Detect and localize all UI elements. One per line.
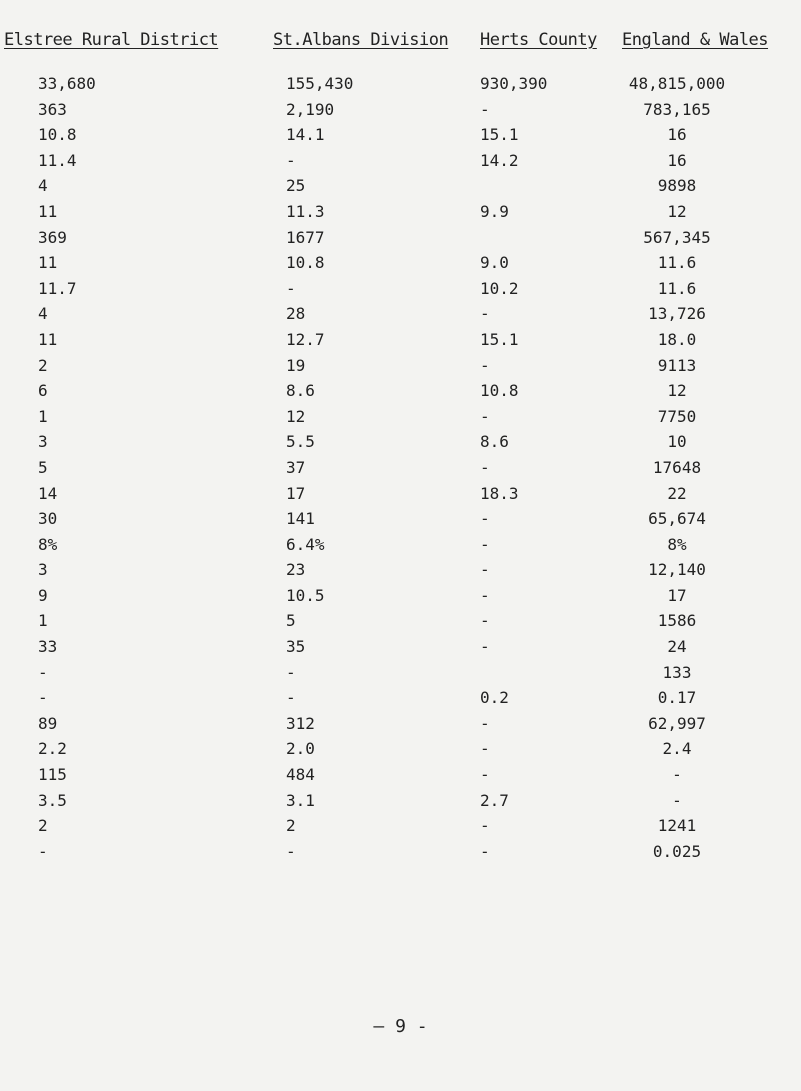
table-cell: 930,390 — [480, 74, 548, 93]
table-cell: - — [672, 765, 682, 785]
table-cell: 1 — [38, 611, 48, 631]
header-elstree-rural-district: Elstree Rural District — [4, 30, 219, 50]
table-cell: 28 — [286, 304, 306, 324]
page-number: — 9 - — [373, 1016, 428, 1037]
table-cell: 8% — [38, 534, 58, 554]
table-cell: 17 — [667, 585, 687, 605]
table-cell: 15.1 — [480, 125, 519, 145]
table-cell: 6 — [38, 381, 48, 401]
table-cell: 18.3 — [480, 483, 519, 503]
table-cell: 1677 — [286, 227, 325, 247]
table-row — [0, 354, 801, 380]
table-row — [0, 430, 801, 456]
table-cell: 10.8 — [286, 253, 325, 273]
table-row — [0, 123, 801, 149]
table-cell: 0.025 — [652, 841, 702, 861]
table-cell: 5 — [286, 611, 296, 631]
table-cell: 9898 — [657, 176, 697, 196]
table-cell: 7750 — [657, 406, 697, 426]
table-row — [0, 712, 801, 738]
table-cell: 3 — [38, 432, 48, 452]
table-row — [0, 277, 801, 303]
table-row — [0, 507, 801, 533]
table-cell: 18.0 — [657, 329, 697, 349]
table-cell: 16 — [667, 125, 687, 145]
table-cell: - — [480, 406, 490, 426]
table-cell: 3.5 — [38, 790, 67, 810]
table-cell: - — [480, 560, 490, 580]
table-row — [0, 661, 801, 687]
table-cell: 9.9 — [480, 201, 509, 221]
table-cell: 4 — [38, 176, 48, 196]
table-row — [0, 379, 801, 405]
table-cell: 1 — [38, 406, 48, 426]
table-cell: 4 — [38, 304, 48, 324]
table-cell: 23 — [286, 560, 306, 580]
table-row — [0, 482, 801, 508]
table-cell: 17 — [286, 483, 306, 503]
table-cell: 0.17 — [657, 688, 697, 708]
table-cell: 2 — [286, 816, 296, 836]
table-cell: 10.8 — [38, 125, 77, 145]
table-cell: - — [480, 509, 490, 529]
table-cell: 783,165 — [643, 99, 711, 119]
table-cell: 15.1 — [480, 329, 519, 349]
table-row — [0, 149, 801, 175]
table-row — [0, 789, 801, 815]
table-cell: 11.6 — [657, 253, 697, 273]
table-row — [0, 72, 801, 98]
statistics-table — [0, 72, 801, 865]
table-cell: 24 — [667, 637, 687, 657]
table-row — [0, 737, 801, 763]
table-cell: - — [286, 150, 296, 170]
table-cell: 567,345 — [643, 227, 711, 247]
table-cell: 37 — [286, 457, 306, 477]
table-cell: 14.1 — [286, 125, 325, 145]
table-cell: - — [480, 585, 490, 605]
table-cell: 89 — [38, 713, 58, 733]
table-row — [0, 226, 801, 252]
table-cell: 1586 — [657, 611, 697, 631]
table-cell: 363 — [38, 99, 67, 119]
table-cell: - — [480, 765, 490, 785]
table-cell: 17648 — [652, 457, 702, 477]
table-row — [0, 584, 801, 610]
table-row — [0, 840, 801, 866]
table-cell: 14 — [38, 483, 58, 503]
table-row — [0, 302, 801, 328]
table-row — [0, 405, 801, 431]
table-cell: 33,680 — [38, 74, 96, 93]
table-cell: 0.2 — [480, 688, 509, 708]
table-cell: 13,726 — [648, 304, 706, 324]
table-cell: 11 — [38, 253, 58, 273]
table-cell: 16 — [667, 150, 687, 170]
table-cell: - — [480, 355, 490, 375]
table-cell: - — [286, 278, 296, 298]
table-cell: 5.5 — [286, 432, 315, 452]
table-cell: 48,815,000 — [628, 74, 726, 93]
table-cell: - — [480, 534, 490, 554]
table-cell: - — [480, 304, 490, 324]
table-row — [0, 98, 801, 124]
table-row — [0, 686, 801, 712]
table-cell: - — [480, 611, 490, 631]
table-cell: 11.3 — [286, 201, 325, 221]
table-cell: 5 — [38, 457, 48, 477]
table-cell: - — [38, 841, 48, 861]
table-cell: 11 — [38, 329, 58, 349]
table-cell: 14.2 — [480, 150, 519, 170]
table-row — [0, 174, 801, 200]
table-row — [0, 251, 801, 277]
table-cell: 155,430 — [286, 74, 354, 93]
table-cell: 11.6 — [657, 278, 697, 298]
table-cell: 22 — [667, 483, 687, 503]
table-cell: - — [480, 841, 490, 861]
table-cell: 10.5 — [286, 585, 325, 605]
table-cell: - — [480, 99, 490, 119]
table-cell: 12,140 — [648, 560, 706, 580]
table-cell: - — [38, 662, 48, 682]
table-cell: 11.4 — [38, 150, 77, 170]
table-cell: - — [480, 739, 490, 759]
table-cell: 25 — [286, 176, 306, 196]
table-cell: 12.7 — [286, 329, 325, 349]
table-cell: 62,997 — [648, 713, 706, 733]
table-cell: 10.2 — [480, 278, 519, 298]
table-row — [0, 328, 801, 354]
table-cell: 2,190 — [286, 99, 335, 119]
table-cell: 35 — [286, 637, 306, 657]
table-cell: 2 — [38, 355, 48, 375]
table-cell: 312 — [286, 713, 315, 733]
table-cell: 9 — [38, 585, 48, 605]
table-cell: 8% — [667, 534, 687, 554]
table-cell: 3.1 — [286, 790, 315, 810]
table-cell: 30 — [38, 509, 58, 529]
table-cell: 10.8 — [480, 381, 519, 401]
table-cell: 12 — [667, 381, 687, 401]
table-cell: 65,674 — [648, 509, 706, 529]
table-row — [0, 814, 801, 840]
table-cell: 6.4% — [286, 534, 325, 554]
table-cell: 2.4 — [662, 739, 692, 759]
table-cell: - — [286, 662, 296, 682]
table-cell: 2.0 — [286, 739, 315, 759]
table-cell: 12 — [286, 406, 306, 426]
table-cell: 115 — [38, 765, 67, 785]
table-cell: 2.7 — [480, 790, 509, 810]
table-cell: 8.6 — [480, 432, 509, 452]
header-england-wales: England & Wales — [622, 30, 769, 50]
table-cell: 8.6 — [286, 381, 315, 401]
column-headers — [0, 30, 801, 60]
table-cell: 141 — [286, 509, 315, 529]
table-cell: - — [286, 688, 296, 708]
table-row — [0, 456, 801, 482]
table-cell: 2.2 — [38, 739, 67, 759]
header-herts-county: Herts County — [480, 30, 597, 50]
table-cell: 33 — [38, 637, 58, 657]
table-cell: - — [672, 790, 682, 810]
table-row — [0, 635, 801, 661]
table-cell: - — [286, 841, 296, 861]
table-row — [0, 763, 801, 789]
table-cell: 3 — [38, 560, 48, 580]
table-cell: 9113 — [657, 355, 697, 375]
table-row — [0, 533, 801, 559]
table-cell: 11.7 — [38, 278, 77, 298]
table-cell: 10 — [667, 432, 687, 452]
table-cell: - — [480, 637, 490, 657]
table-cell: 2 — [38, 816, 48, 836]
header-st-albans-division: St.Albans Division — [273, 30, 449, 50]
table-cell: 9.0 — [480, 253, 509, 273]
table-cell: 12 — [667, 201, 687, 221]
table-cell: 11 — [38, 201, 58, 221]
table-cell: 133 — [662, 662, 692, 682]
table-cell: 369 — [38, 227, 67, 247]
table-row — [0, 558, 801, 584]
table-row — [0, 609, 801, 635]
table-cell: - — [480, 816, 490, 836]
table-cell: 484 — [286, 765, 315, 785]
table-row — [0, 200, 801, 226]
table-cell: - — [38, 688, 48, 708]
table-cell: 1241 — [657, 816, 697, 836]
table-cell: - — [480, 457, 490, 477]
table-cell: - — [480, 713, 490, 733]
table-cell: 19 — [286, 355, 306, 375]
